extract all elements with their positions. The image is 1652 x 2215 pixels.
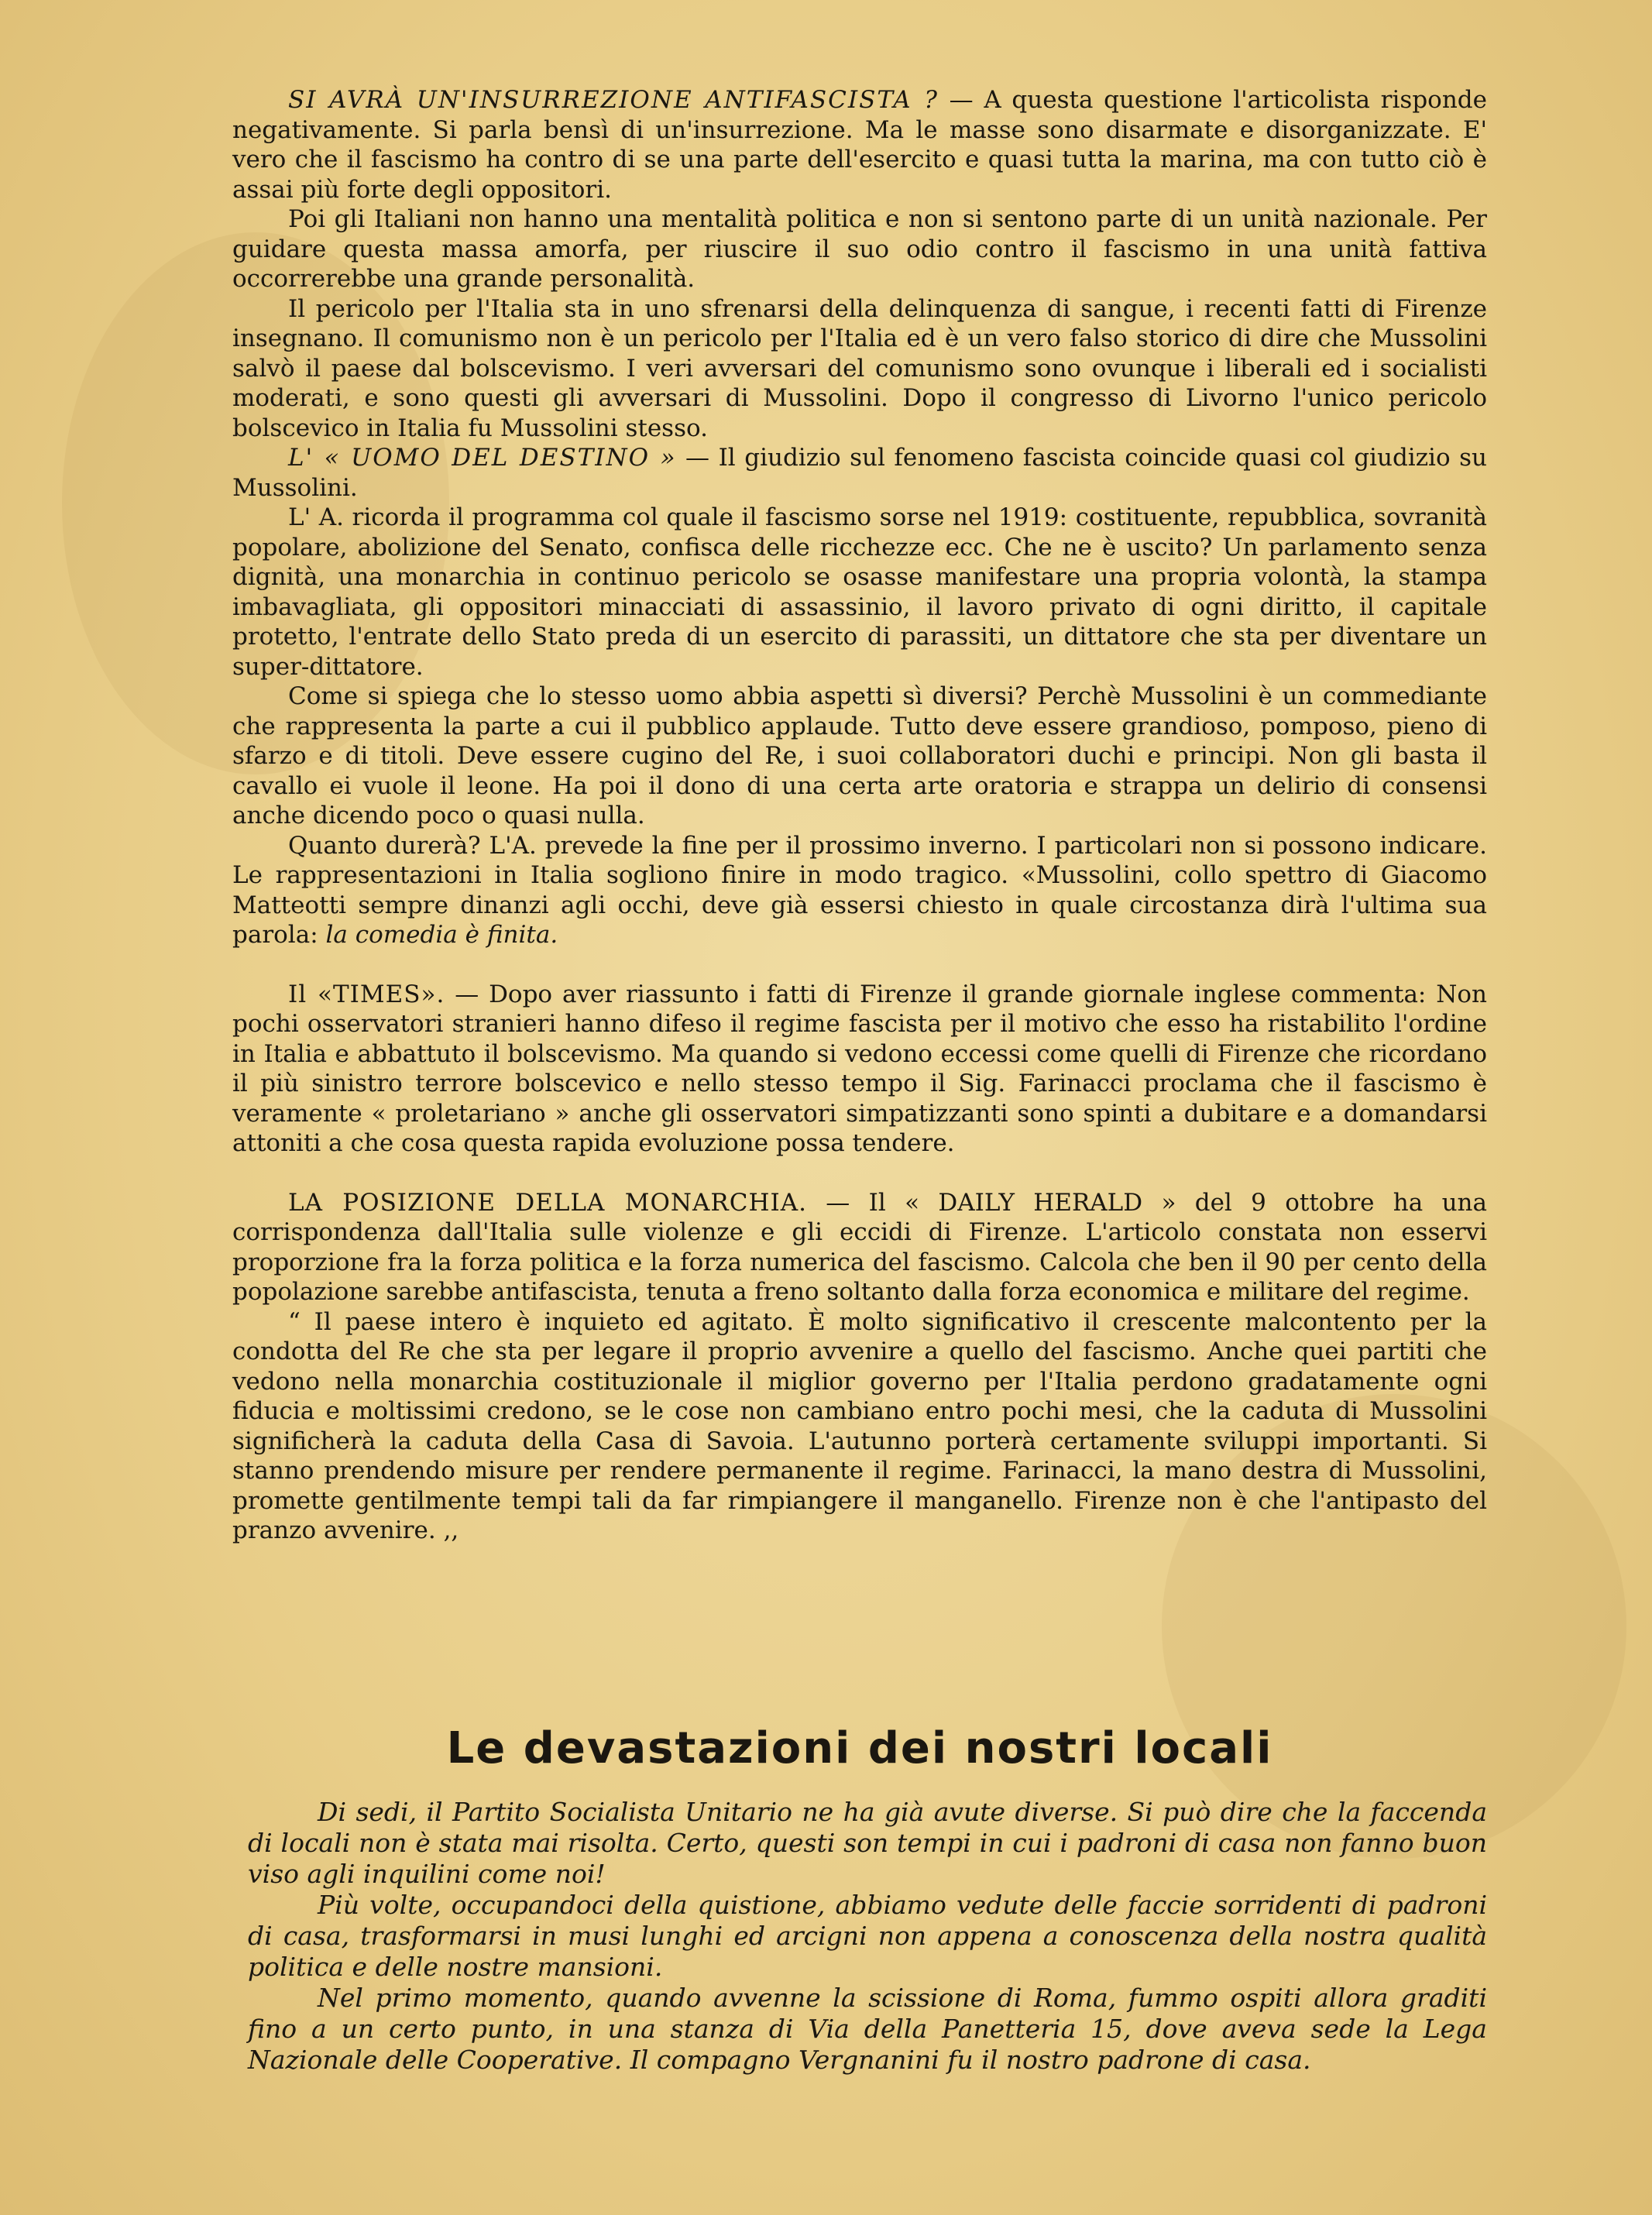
paragraph-insurrezione bbox=[232, 85, 1487, 204]
paragraph-text: Come si spiega che lo stesso uomo abbia aspetti sì diversi? Perchè Mussolini è un commediante che rappresenta la parte a cui il pubblico applaude. Tutto deve essere grandioso, pomposo, pieno di sfarzo e di titoli. Deve essere cugino del Re, i suoi collaboratori duchi e principi. Non gli basta il cavallo ei vuole il leone. Ha poi il dono di una certa arte oratoria e strappa un delirio di consensi anche dicendo poco o quasi nulla. bbox=[232, 682, 1487, 829]
paragraph-aspetti bbox=[232, 682, 1487, 831]
paragraph-pericolo bbox=[232, 294, 1487, 444]
paragraph-text: — A questa questione l'articolista risponde negativamente. Si parla bensì di un'insurrezione. Ma le masse sono disarmate e disorganizzate. E' vero che il fascismo ha contro di se una parte dell'esercito e quasi tutta la marina, ma con tutto ciò è assai più forte degli oppositori. bbox=[232, 86, 1487, 204]
quote-italic: la comedia è finita. bbox=[325, 921, 558, 949]
paragraph-text: — Dopo aver riassunto i fatti di Firenze il grande giornale inglese commenta: Non pochi osservatori stranieri hanno difeso il regime fascista per il motivo che esso ha ristabilito l'ordine in Italia e abbattuto il bolscevismo. Ma quando si vedono eccessi come quelli di Firenze che ricordano il più sinistro terrore bolscevico e nello stesso tempo il Sig. Farinacci proclama che il fascismo è veramente « proletariano » anche gli osservatori simpatizzanti sono spinti a dubitare e a domandarsi attoniti a che cosa questa rapida evoluzione possa tendere. bbox=[232, 980, 1487, 1157]
paragraph-durata bbox=[232, 831, 1487, 950]
paragraph-text: Quanto durerà? L'A. prevede la fine per il prossimo inverno. I particolari non si possono indicare. Le rappresentazioni in Italia sogliono finire in modo tragico. «Mussolini, collo spettro di Giacomo Matteotti sempre dinanzi agli occhi, deve già essersi chiesto in quale circostanza dirà l'ultima sua parola: bbox=[232, 831, 1487, 949]
spacer bbox=[232, 950, 1487, 980]
heading-times: Il «TIMES». bbox=[288, 980, 445, 1008]
paragraph-text: Il pericolo per l'Italia sta in uno sfrenarsi della delinquenza di sangue, i recenti fatti di Firenze insegnano. Il comunismo non è un pericolo per l'Italia ed è un vero falso storico di dire che Mussolini salvò il paese dal bolscevismo. I veri avversari del comunismo sono ovunque i liberali ed i socialisti moderati, e sono questi gli avversari di Mussolini. Dopo il congresso di Livorno l'unico pericolo bolscevico in Italia fu Mussolini stesso. bbox=[232, 294, 1487, 442]
paragraph-citazione bbox=[232, 1307, 1487, 1546]
article-column bbox=[232, 85, 1487, 1546]
paragraph-times bbox=[232, 980, 1487, 1159]
paragraph-monarchia bbox=[232, 1188, 1487, 1307]
section-paragraph: Più volte, occupandoci della quistione, abbiamo vedute delle faccie sorridenti di padroni di casa, trasformarsi in musi lunghi ed arcigni non appena a conoscenza della nostra qualità politica e delle nostre mansioni. bbox=[248, 1890, 1487, 1982]
paragraph-text: L' A. ricorda il programma col quale il fascismo sorse nel 1919: costituente, repubblica, sovranità popolare, abolizione del Senato, confisca delle ricchezze ecc. Che ne è uscito? Un parlamento senza dignità, una monarchia in continuo pericolo se osasse manifestare una propria volontà, la stampa imbavagliata, gli oppositori minacciati di assassinio, il lavoro privato di ogni diritto, il capitale protetto, l'entrate dello Stato preda di un esercito di parassiti, un dittatore che sta per diventare un super-dittatore. bbox=[232, 503, 1487, 681]
section-body bbox=[248, 1797, 1487, 2076]
paragraph-text: “ Il paese intero è inquieto ed agitato. È molto significativo il crescente malcontento per la condotta del Re che sta per legare il proprio avvenire a quello del fascismo. Anche quei partiti che vedono nella monarchia costituzionale il miglior governo per l'Italia perdono gradatamente ogni fiducia e moltissimi credono, se le cose non cambiano entro pochi mesi, che la caduta di Mussolini significherà la caduta della Casa di Savoia. L'autunno porterà certamente sviluppi importanti. Si stanno prendendo misure per rendere permanente il regime. Farinacci, la mano destra di Mussolini, promette gentilmente tempi tali da far rimpiangere il manganello. Firenze non è che l'antipasto del pranzo avvenire. ,, bbox=[232, 1307, 1487, 1544]
paragraph-programma bbox=[232, 503, 1487, 682]
heading-insurrezione: SI AVRÀ UN'INSURREZIONE ANTIFASCISTA ? bbox=[288, 86, 939, 114]
heading-uomo-destino: L' « UOMO DEL DESTINO » bbox=[288, 444, 677, 472]
paragraph-text: — Il « DAILY HERALD » del 9 ottobre ha una corrispondenza dall'Italia sulle violenze e gli eccidi di Firenze. L'articolo constata non esservi proporzione fra la forza politica e la forza numerica del fascismo. Calcola che ben il 90 per cento della popolazione sarebbe antifascista, tenuta a freno soltanto dalla forza economica e militare del regime. bbox=[232, 1188, 1487, 1306]
heading-monarchia: LA POSIZIONE DELLA MONARCHIA. bbox=[288, 1188, 807, 1217]
section-paragraph: Di sedi, il Partito Socialista Unitario ne ha già avute diverse. Si può dire che la faccenda di locali non è stata mai risolta. Certo, questi son tempi in cui i padroni di casa non fanno buon viso agli inquilini come noi! bbox=[248, 1797, 1487, 1889]
paragraph-uomo-destino bbox=[232, 443, 1487, 503]
paragraph-text: — Il giudizio sul fenomeno fascista coincide quasi col giudizio su Mussolini. bbox=[232, 444, 1487, 502]
section-paragraph: Nel primo momento, quando avvenne la scissione di Roma, fummo ospiti allora graditi fino a un certo punto, in una stanza di Via della Panetteria 15, dove aveva sede la Lega Nazionale delle Cooperative. Il compagno Vergnanini fu il nostro padrone di casa. bbox=[248, 1983, 1487, 2075]
paragraph-mentalita bbox=[232, 204, 1487, 294]
paragraph-text: Poi gli Italiani non hanno una mentalità politica e non si sentono parte di un unità nazionale. Per guidare questa massa amorfa, per riuscire il suo odio contro il fascismo in una unità fattiva occorrerebbe una grande personalità. bbox=[232, 205, 1487, 293]
section-title: Le devastazioni dei nostri locali bbox=[446, 1723, 1273, 1774]
spacer bbox=[232, 1159, 1487, 1188]
